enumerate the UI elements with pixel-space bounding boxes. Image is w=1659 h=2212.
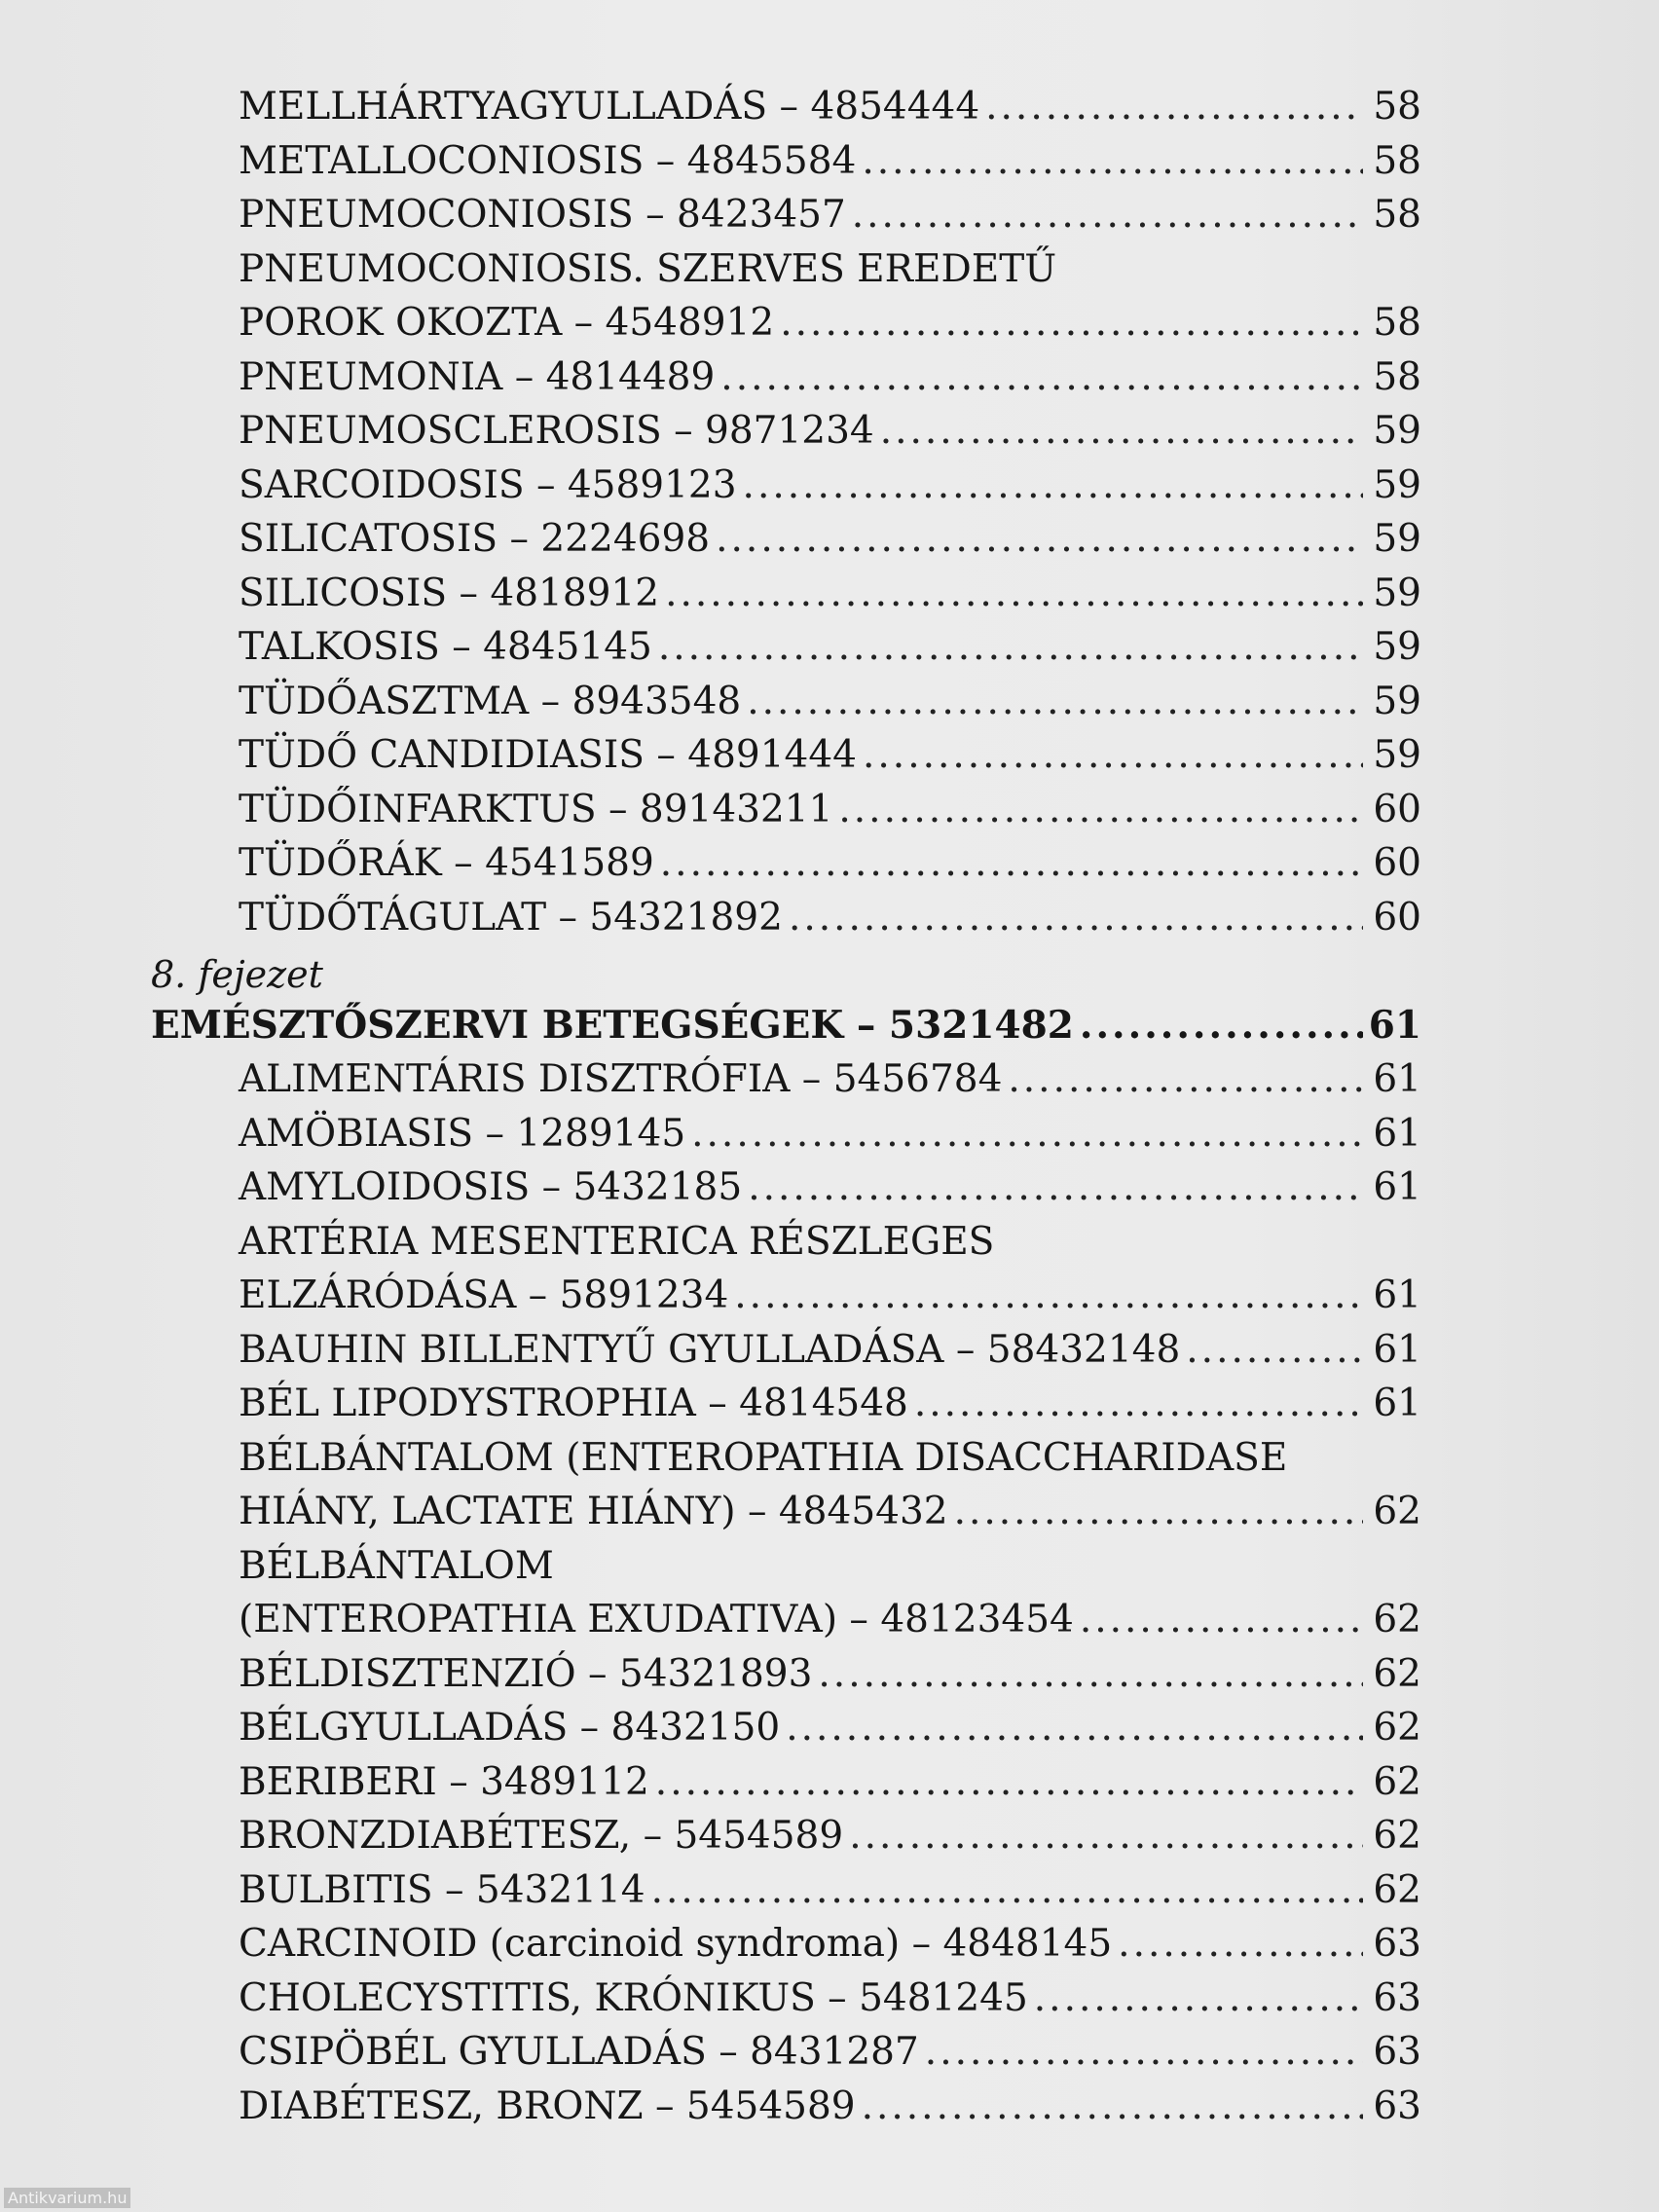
leader-dots [818, 1647, 1363, 1702]
toc-entry-page: 62 [1373, 1814, 1421, 1858]
toc-entry-page: 59 [1373, 625, 1421, 669]
toc-entry-alimentaris-disztrofia[interactable] [239, 1052, 1421, 1107]
leader-dots [863, 728, 1363, 783]
chapter-label: 8. fejezet [151, 953, 323, 996]
leader-dots [716, 512, 1363, 567]
toc-entry-page: 58 [1373, 354, 1421, 399]
leader-dots [925, 2025, 1363, 2080]
toc-entry-silicosis[interactable] [239, 567, 1421, 621]
toc-entry-amyloidosis[interactable] [239, 1161, 1421, 1215]
leader-dots [1186, 1323, 1363, 1378]
toc-entry-title: AMYLOIDOSIS – 5432185 [239, 1165, 743, 1209]
toc-entry-title: TÜDŐTÁGULAT – 54321892 [239, 895, 783, 940]
toc-entry-title: CARCINOID (carcinoid syndroma) – 4848145 [239, 1922, 1113, 1966]
toc-entry-page: 59 [1373, 733, 1421, 777]
toc-entry-title: TALKOSIS – 4845145 [239, 625, 652, 669]
toc-entry-title: TÜDŐRÁK – 4541589 [239, 841, 654, 885]
toc-entry-title: POROK OKOZTA – 4548912 [239, 301, 775, 345]
toc-entry-page: 59 [1373, 517, 1421, 561]
toc-entry-tudotagulat[interactable] [239, 891, 1421, 945]
toc-entry-page: 63 [1373, 2083, 1421, 2128]
toc-entry-title: ALIMENTÁRIS DISZTRÓFIA – 5456784 [239, 1057, 1003, 1101]
toc-entry-beriberi[interactable] [239, 1755, 1421, 1810]
leader-dots [743, 459, 1363, 513]
toc-entry-mellhartyagyulladas[interactable] [239, 80, 1421, 134]
toc-entry-page: 63 [1373, 1975, 1421, 2020]
toc-entry-continuation: PNEUMOCONIOSIS. SZERVES EREDETŰ [239, 246, 1057, 291]
leader-dots [985, 80, 1363, 134]
leader-dots [954, 1485, 1363, 1539]
toc-entry-pneumonia[interactable] [239, 350, 1421, 405]
toc-entry-pneumoconiosis-szerves[interactable] [239, 296, 1421, 350]
leader-dots [655, 1755, 1363, 1810]
toc-entry-bronzdiabetesz[interactable] [239, 1809, 1421, 1863]
watermark: Antikvarium.hu [4, 2188, 130, 2208]
toc-entry-title: SILICOSIS – 4818912 [239, 571, 660, 615]
leader-dots [780, 296, 1363, 350]
toc-entry-page: 59 [1373, 679, 1421, 723]
toc-entry-page: 60 [1373, 895, 1421, 940]
toc-entry-title: METALLOCONIOSIS – 4845584 [239, 138, 857, 183]
toc-entry-beldisztenzio[interactable] [239, 1647, 1421, 1702]
leader-dots [852, 188, 1363, 242]
toc-entry-continuation: BÉLBÁNTALOM (ENTEROPATHIA DISACCHARIDASE [239, 1435, 1288, 1480]
toc-entry-tudorak[interactable] [239, 836, 1421, 891]
leader-dots [1008, 1052, 1363, 1107]
toc-entry-tudoinfarktus[interactable] [239, 783, 1421, 837]
toc-entry-page: 61 [1373, 1057, 1421, 1101]
toc-entry-page: 63 [1373, 1922, 1421, 1966]
leader-dots [849, 1809, 1363, 1863]
toc-entry-bauhin-billentyu[interactable] [239, 1323, 1421, 1378]
toc-entry-title: BAUHIN BILLENTYŰ GYULLADÁSA – 58432148 [239, 1327, 1181, 1372]
toc-entry-page: 61 [1373, 1273, 1421, 1317]
toc-entry-bulbitis[interactable] [239, 1863, 1421, 1918]
toc-entry-page: 61 [1373, 1111, 1421, 1156]
toc-entry-page: 61 [1373, 1165, 1421, 1209]
toc-entry-title: (ENTEROPATHIA EXUDATIVA) – 48123454 [239, 1598, 1074, 1641]
leader-dots [660, 836, 1363, 891]
leader-dots [1080, 999, 1363, 1053]
toc-entry-title: BRONZDIABÉTESZ, – 5454589 [239, 1814, 844, 1858]
toc-entry-title: DIABÉTESZ, BRONZ – 5454589 [239, 2083, 856, 2128]
toc-entry-amobiasis[interactable] [239, 1107, 1421, 1161]
chapter-title-text: EMÉSZTŐSZERVI BETEGSÉGEK – 5321482 [151, 1002, 1074, 1048]
toc-entry-title: CSIPÖBÉL GYULLADÁS – 8431287 [239, 2030, 919, 2074]
toc-entry-csipobel-gyulladas[interactable] [239, 2025, 1421, 2080]
toc-entry-page: 62 [1373, 1759, 1421, 1804]
leader-dots [734, 1269, 1363, 1323]
toc-entry-tudoasztma[interactable] [239, 675, 1421, 729]
toc-entry-title: TÜDŐ CANDIDIASIS – 4891444 [239, 733, 857, 777]
toc-entry-page: 58 [1373, 138, 1421, 183]
leader-dots [1080, 1593, 1363, 1647]
leader-dots [786, 1701, 1363, 1755]
leader-dots [1118, 1917, 1363, 1972]
leader-dots [651, 1863, 1363, 1918]
toc-entry-diabetesz-bronz[interactable] [239, 2080, 1421, 2134]
toc-entry-silicatosis[interactable] [239, 512, 1421, 567]
toc-entry-title: BÉLDISZTENZIÓ – 54321893 [239, 1651, 813, 1696]
toc-entry-page: 61 [1373, 1382, 1421, 1425]
leader-dots [747, 675, 1363, 729]
toc-entry-title: SARCOIDOSIS – 4589123 [239, 462, 737, 507]
toc-entry-title: BERIBERI – 3489112 [239, 1759, 649, 1804]
toc-entry-page: 61 [1373, 1327, 1421, 1372]
toc-entry-page: 63 [1373, 2030, 1421, 2074]
leader-dots [789, 891, 1363, 945]
toc-entry-belgyulladas[interactable] [239, 1701, 1421, 1755]
toc-entry-page: 62 [1373, 1598, 1421, 1641]
toc-entry-title: TÜDŐASZTMA – 8943548 [239, 679, 742, 723]
toc-entry-page: 62 [1373, 1490, 1421, 1533]
toc-entry-continuation: BÉLBÁNTALOM [239, 1543, 554, 1588]
toc-entry-page: 58 [1373, 301, 1421, 345]
leader-dots [665, 567, 1363, 621]
toc-entry-page: 62 [1373, 1651, 1421, 1696]
toc-entry-title: ELZÁRÓDÁSA – 5891234 [239, 1273, 729, 1317]
toc-entry-title: BULBITIS – 5432114 [239, 1867, 645, 1912]
toc-entry-carcinoid[interactable] [239, 1917, 1421, 1972]
chapter-title[interactable] [151, 999, 1421, 1053]
toc-entry-page: 59 [1373, 571, 1421, 615]
toc-entry-title: PNEUMOCONIOSIS – 8423457 [239, 193, 846, 237]
toc-entry-page: 62 [1373, 1706, 1421, 1750]
toc-entry-title: HIÁNY, LACTATE HIÁNY) – 4845432 [239, 1490, 948, 1533]
toc-entry-title: SILICATOSIS – 2224698 [239, 517, 711, 561]
toc-entry-arteria-mesenterica[interactable] [239, 1269, 1421, 1323]
toc-entry-title: PNEUMOSCLEROSIS – 9871234 [239, 409, 874, 453]
leader-dots [1034, 1972, 1363, 2026]
toc-entry-page: 59 [1373, 462, 1421, 507]
leader-dots [748, 1161, 1363, 1215]
toc-entry-page: 60 [1373, 787, 1421, 831]
leader-dots [658, 620, 1363, 675]
toc-entry-title: TÜDŐINFARKTUS – 89143211 [239, 787, 833, 831]
toc-entry-pneumoconiosis[interactable] [239, 188, 1421, 242]
toc-entry-pneumosclerosis[interactable] [239, 404, 1421, 459]
toc-entry-metalloconiosis[interactable] [239, 134, 1421, 189]
leader-dots [914, 1377, 1363, 1431]
toc-entry-title: MELLHÁRTYAGYULLADÁS – 4854444 [239, 85, 980, 129]
toc-entry-talkosis[interactable] [239, 620, 1421, 675]
toc-entry-sarcoidosis[interactable] [239, 459, 1421, 513]
toc-entry-cholecystitis[interactable] [239, 1972, 1421, 2026]
toc-entry-page: 58 [1373, 85, 1421, 129]
toc-entry-title: BÉLGYULLADÁS – 8432150 [239, 1706, 781, 1750]
toc-entry-page: 59 [1373, 409, 1421, 453]
leader-dots [880, 404, 1363, 459]
toc-entry-page: 58 [1373, 193, 1421, 237]
toc-entry-title: CHOLECYSTITIS, KRÓNIKUS – 5481245 [239, 1975, 1028, 2020]
toc-entry-tudo-candidiasis[interactable] [239, 728, 1421, 783]
toc-entry-title: AMÖBIASIS – 1289145 [239, 1111, 686, 1156]
toc-entry-page: 62 [1373, 1867, 1421, 1912]
table-of-contents [146, 80, 1451, 2133]
leader-dots [862, 134, 1363, 189]
toc-entry-bel-lipodystrophia[interactable] [239, 1377, 1421, 1431]
toc-entry-continuation: ARTÉRIA MESENTERICA RÉSZLEGES [239, 1219, 995, 1264]
toc-entry-title: PNEUMONIA – 4814489 [239, 354, 716, 399]
toc-entry-belbantalom-disaccharidase[interactable] [239, 1485, 1421, 1539]
leader-dots [720, 350, 1363, 405]
toc-entry-belbantalom-exudativa[interactable] [239, 1593, 1421, 1647]
toc-entry-title: BÉL LIPODYSTROPHIA – 4814548 [239, 1382, 908, 1425]
leader-dots [838, 783, 1363, 837]
chapter-page: 61 [1368, 1002, 1421, 1048]
toc-entry-page: 60 [1373, 841, 1421, 885]
leader-dots [862, 2080, 1363, 2134]
leader-dots [691, 1107, 1363, 1161]
